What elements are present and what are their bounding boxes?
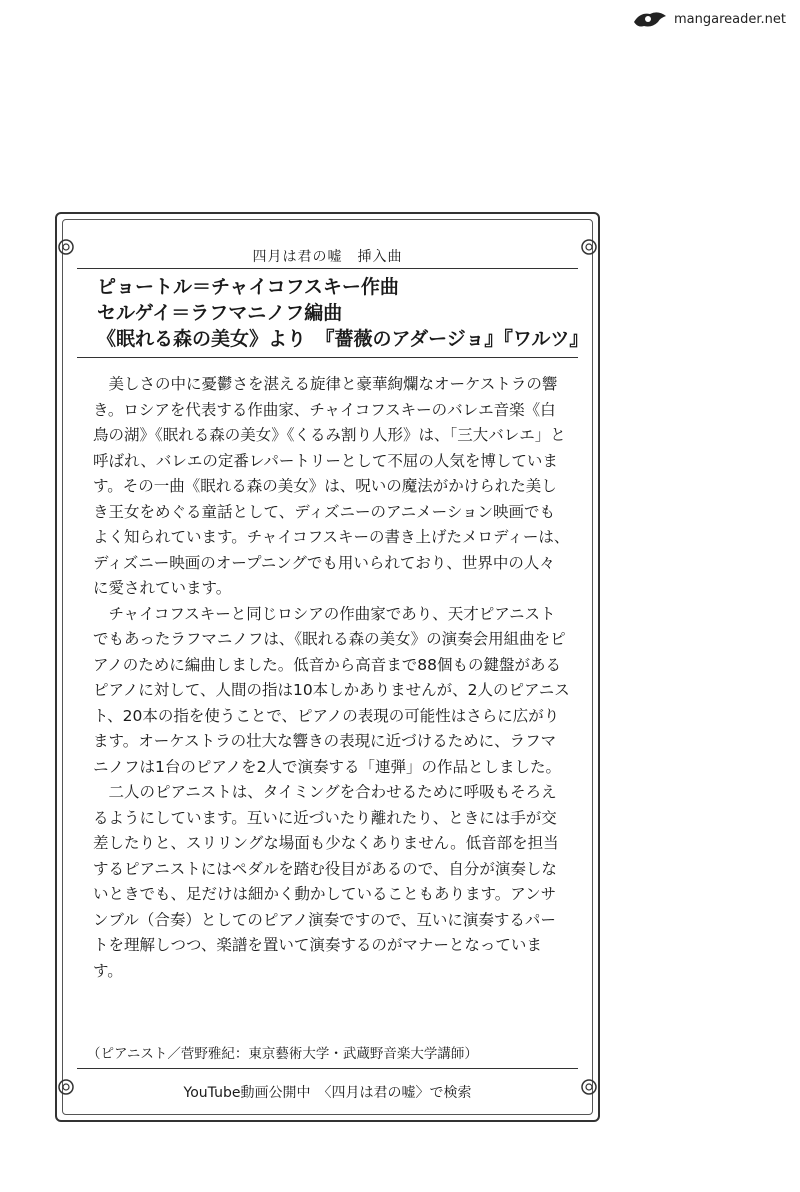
composer-credit: ピョートル＝チャイコフスキー作曲 [97, 276, 399, 298]
divider [77, 357, 578, 358]
paragraph: 二人のピアニストは、タイミングを合わせるために呼吸もそろえるようにしています。互いに近づいたり離れたり、ときには手が交差したりと、スリリングな場面も少なくありません。低音部を担当するピアニストにはペダルを踏む役目があるので、自分が演奏しないときでも、足だけは細かく動かしていることもあります。アンサンブル（合奏）としてのピアノ演奏ですので、互いに演奏するパートを理解しつつ、楽譜を置いて演奏するのがマナーとなっています。 [93, 783, 559, 980]
attribution: （ピアニスト／菅野雅紀：東京藝術大学・武蔵野音楽大学講師） [87, 1046, 478, 1062]
divider [77, 268, 578, 269]
credits [97, 274, 589, 352]
box-header: 四月は君の嘘 挿入曲 [252, 249, 403, 265]
arranger-credit: セルゲイ＝ラフマニノフ編曲 [97, 302, 343, 324]
mangareader-logo-icon [630, 8, 670, 30]
watermark-text: mangareader.net [674, 11, 786, 27]
watermark [630, 8, 786, 30]
divider [77, 1068, 578, 1069]
work-title: 《眠れる森の美女》より 『薔薇のアダージョ』『ワルツ』 [97, 328, 589, 350]
info-box [55, 212, 600, 1122]
paragraph: 美しさの中に憂鬱さを湛える旋律と豪華絢爛なオーケストラの響き。ロシアを代表する作曲家、チャイコフスキーのバレエ音楽《白鳥の湖》《眠れる森の美女》《くるみ割り人形》は、「三大バレエ」と呼ばれ、バレエの定番レパートリーとして不屈の人気を博しています。その一曲《眠れる森の美女》は、呪いの魔法がかけられた美しき王女をめぐる童話として、ディズニーのアニメーション映画でもよく知られています。チャイコフスキーの書き上げたメロディーは、ディズニー映画のオープニングでも用いられており、世界中の人々に愛されています。 [93, 375, 570, 597]
paragraph: チャイコフスキーと同じロシアの作曲家であり、天才ピアニストでもあったラフマニノフは、《眠れる森の美女》の演奏会用組曲をピアノのために編曲しました。低音から高音まで88個もの鍵盤があるピアノに対して、人間の指は10本しかありませんが、2人のピアニスト、20本の指を使うことで、ピアノの表現の可能性はさらに広がります。オーケストラの壮大な響きの表現に近づけるために、ラフマニノフは1台のピアノを2人で演奏する「連弾」の作品としました。 [93, 604, 570, 776]
article-body [93, 372, 570, 984]
footer-note: YouTube動画公開中 〈四月は君の嘘〉で検索 [183, 1085, 472, 1101]
